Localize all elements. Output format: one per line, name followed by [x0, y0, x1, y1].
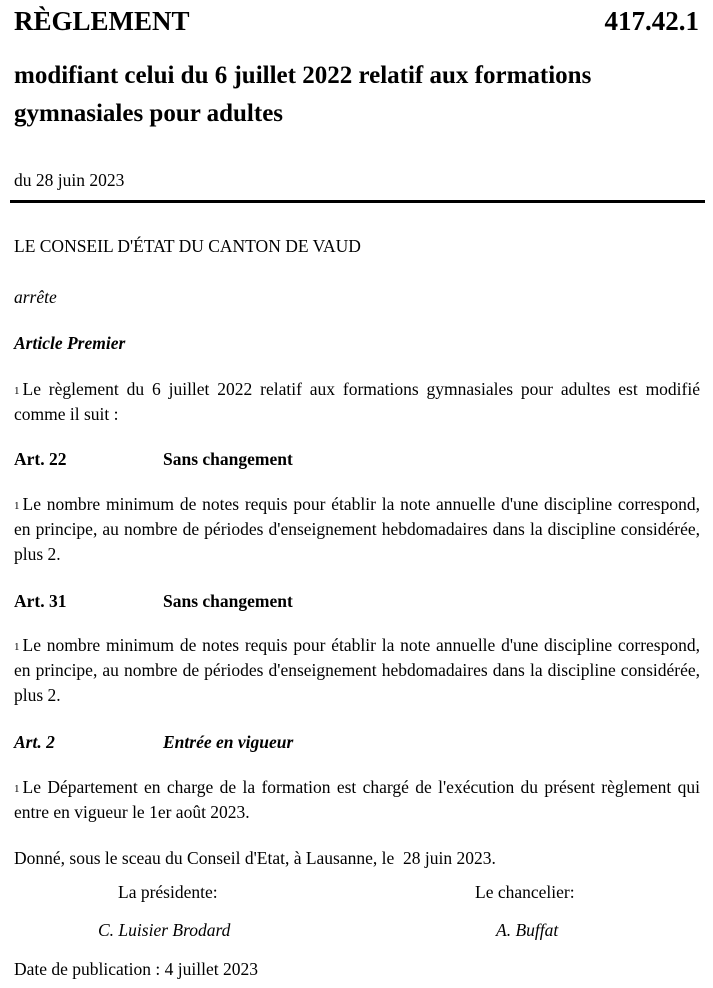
- article-number: Art. 31: [14, 591, 67, 611]
- header-divider: [10, 200, 705, 203]
- document-date: du 28 juin 2023: [14, 170, 125, 190]
- publication-date: Date de publication : 4 juillet 2023: [14, 959, 258, 979]
- paragraph-number: 1: [14, 783, 20, 795]
- signatory-role-left: La présidente:: [118, 882, 218, 902]
- article-premier-paragraph: [14, 377, 700, 427]
- document-type: RÈGLEMENT: [14, 6, 190, 36]
- article-paragraph: [14, 775, 700, 825]
- article-premier-heading: Article Premier: [14, 333, 126, 353]
- paragraph-text: Le règlement du 6 juillet 2022 relatif aux formations gymnasiales pour adultes est modifié comme il suit :: [14, 379, 700, 424]
- given-statement: Donné, sous le sceau du Conseil d'Etat, à Lausanne, le 28 juin 2023.: [14, 848, 496, 868]
- signatory-role-right: Le chancelier:: [475, 882, 575, 902]
- paragraph-text: Le nombre minimum de notes requis pour établir la note annuelle d'une discipline correspond, en principe, au nombre de périodes d'enseignement hebdomadaires dans la discipline considérée, plus 2.: [14, 494, 700, 564]
- article-paragraph: [14, 492, 700, 567]
- article-number: Art. 22: [14, 449, 67, 469]
- article-title: Sans changement: [163, 449, 293, 469]
- paragraph-number: 1: [14, 385, 20, 397]
- paragraph-number: 1: [14, 641, 20, 653]
- article-title: Sans changement: [163, 591, 293, 611]
- decree-word: arrête: [14, 287, 57, 307]
- article-number: Art. 2: [14, 732, 55, 752]
- article-paragraph: [14, 633, 700, 708]
- article-title: Entrée en vigueur: [163, 732, 294, 752]
- document-number: 417.42.1: [604, 6, 699, 36]
- signatory-name-right: A. Buffat: [496, 920, 559, 940]
- issuing-authority: LE CONSEIL D'ÉTAT DU CANTON DE VAUD: [14, 236, 361, 256]
- document-subtitle: modifiant celui du 6 juillet 2022 relatif aux formations gymnasiales pour adultes: [14, 62, 592, 127]
- paragraph-text: Le nombre minimum de notes requis pour établir la note annuelle d'une discipline correspond, en principe, au nombre de périodes d'enseignement hebdomadaires dans la discipline considérée, plus 2.: [14, 635, 700, 705]
- paragraph-text: Le Département en charge de la formation est chargé de l'exécution du présent règlement qui entre en vigueur le 1er août 2023.: [14, 777, 700, 822]
- signatory-name-left: C. Luisier Brodard: [98, 920, 231, 940]
- paragraph-number: 1: [14, 500, 20, 512]
